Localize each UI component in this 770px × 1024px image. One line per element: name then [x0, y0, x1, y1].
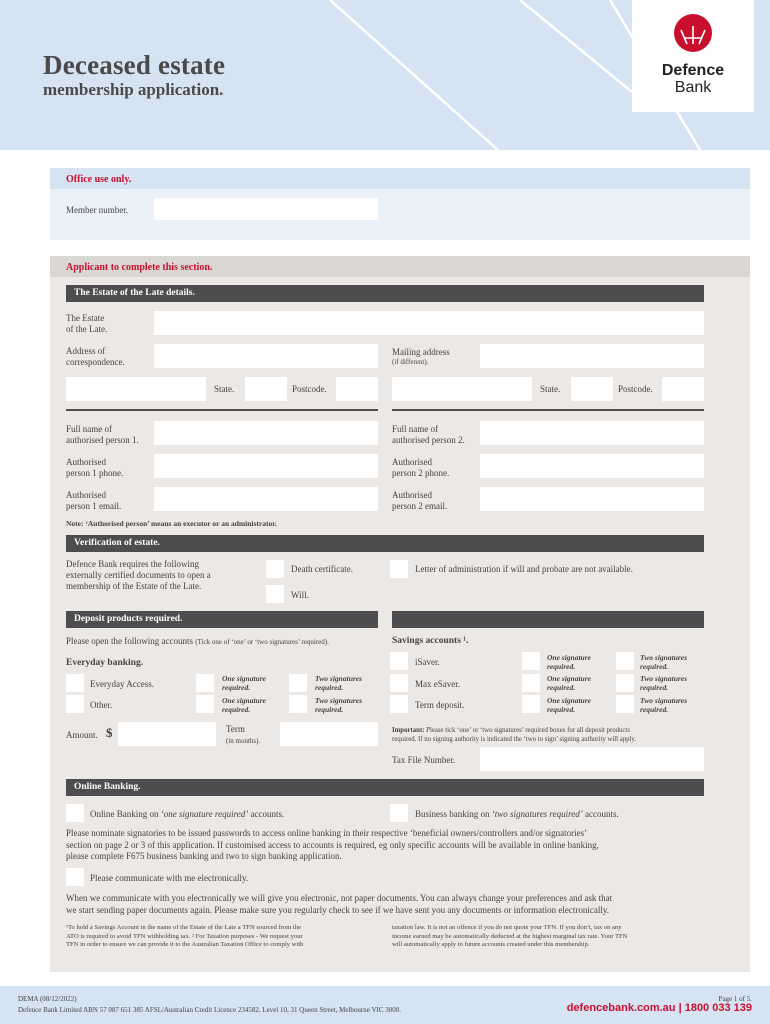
email-1-label-line1: Authorised	[66, 490, 106, 500]
term-field[interactable]	[280, 722, 378, 746]
savings-accounts-heading: Savings accounts ¹.	[392, 636, 469, 646]
tfn-field[interactable]	[480, 747, 704, 771]
communicate-electronically-label: Please communicate with me electronically.	[90, 873, 249, 883]
page-title: Deceased estate	[43, 50, 226, 80]
tfn-label: Tax File Number.	[392, 755, 456, 765]
everyday-access-two-sig-label: Two signatures required.	[315, 674, 363, 692]
full-name-1-field[interactable]	[154, 421, 378, 445]
other-checkbox[interactable]	[66, 695, 84, 713]
phone-2-label-line2: person 2 phone.	[392, 468, 450, 478]
divider-right	[392, 409, 704, 411]
email-2-field[interactable]	[480, 487, 704, 511]
state-label-left: State.	[214, 384, 235, 394]
form-code: DEMA (08/12/2022)	[18, 995, 77, 1003]
mailing-address-field[interactable]	[480, 344, 704, 368]
full-name-1-label-line1: Full name of	[66, 424, 112, 434]
max-esaver-label: Max eSaver.	[415, 679, 460, 689]
mailing-address-label: Mailing address	[392, 347, 450, 357]
business-banking-checkbox[interactable]	[390, 804, 408, 822]
state-field-left[interactable]	[245, 377, 287, 401]
max-esaver-one-sig-checkbox[interactable]	[522, 674, 540, 692]
business-banking-label: Business banking on ‘two signatures required’ accounts.	[415, 809, 619, 819]
deposit-section-heading: Deposit products required.	[66, 611, 378, 628]
postcode-label-right: Postcode.	[618, 384, 653, 394]
online-banking-one-sig-checkbox[interactable]	[66, 804, 84, 822]
phone-1-label-line1: Authorised	[66, 457, 106, 467]
max-esaver-two-sig-label: Two signatures required.	[640, 674, 688, 692]
office-use-bar	[50, 168, 750, 189]
everyday-access-one-sig-label: One signature required.	[222, 674, 266, 692]
letter-administration-label: Letter of administration if will and probate are not available.	[415, 564, 633, 574]
max-esaver-two-sig-checkbox[interactable]	[616, 674, 634, 692]
address-label-line1: Address of	[66, 346, 106, 356]
postcode-field-left[interactable]	[336, 377, 378, 401]
phone-2-field[interactable]	[480, 454, 704, 478]
company-details: Defence Bank Limited ABN 57 087 651 385 AFSL/Australian Credit Licence 234582. Level 10, 31 Queen Street, Melbourne VIC 3000.	[18, 1006, 402, 1014]
term-deposit-checkbox[interactable]	[390, 695, 408, 713]
logo-text-bank: Bank	[674, 79, 712, 96]
mailing-suburb-field[interactable]	[392, 377, 532, 401]
member-number-field[interactable]	[154, 198, 378, 220]
full-name-2-label-line2: authorised person 2.	[392, 435, 465, 445]
everyday-access-label: Everyday Access.	[90, 679, 154, 689]
email-1-label-line2: person 1 email.	[66, 501, 122, 511]
verification-section-heading: Verification of estate.	[66, 535, 704, 552]
office-use-heading: Office use only.	[66, 174, 132, 185]
isaver-two-sig-checkbox[interactable]	[616, 652, 634, 670]
address-label-line2: correspondence.	[66, 357, 125, 367]
contact-link[interactable]: defencebank.com.au | 1800 033 139	[566, 1002, 752, 1014]
member-number-label: Member number.	[66, 205, 128, 215]
amount-field[interactable]	[118, 722, 216, 746]
term-note: (in months).	[226, 737, 261, 745]
dollar-sign: $	[106, 725, 113, 740]
logo-text-defence: Defence	[661, 62, 725, 79]
applicant-heading: Applicant to complete this section.	[66, 262, 213, 273]
isaver-label: iSaver.	[415, 657, 440, 667]
email-1-field[interactable]	[154, 487, 378, 511]
estate-name-field[interactable]	[154, 311, 704, 335]
correspondence-suburb-field[interactable]	[66, 377, 206, 401]
other-one-sig-checkbox[interactable]	[196, 695, 214, 713]
term-deposit-label: Term deposit.	[415, 700, 465, 710]
term-label: Term	[226, 724, 245, 734]
death-certificate-checkbox[interactable]	[266, 560, 284, 578]
max-esaver-one-sig-label: One signature required.	[547, 674, 591, 692]
online-banking-one-sig-label: Online Banking on ‘one signature required’ accounts.	[90, 809, 285, 819]
deposit-section-bar-right	[392, 611, 704, 628]
verification-intro-line2: externally certified documents to open a	[66, 570, 211, 580]
everyday-access-one-sig-checkbox[interactable]	[196, 674, 214, 692]
term-deposit-one-sig-checkbox[interactable]	[522, 695, 540, 713]
estate-label-line1: The Estate	[66, 313, 105, 323]
other-one-sig-label: One signature required.	[222, 696, 266, 714]
page-number: Page 1 of 5.	[718, 995, 752, 1003]
amount-label: Amount.	[66, 730, 98, 740]
estate-section-heading: The Estate of the Late details.	[66, 285, 704, 302]
mailing-address-note: (if different).	[392, 358, 429, 366]
isaver-one-sig-label: One signature required.	[547, 653, 591, 671]
term-deposit-two-sig-checkbox[interactable]	[616, 695, 634, 713]
isaver-one-sig-checkbox[interactable]	[522, 652, 540, 670]
isaver-two-sig-label: Two signatures required.	[640, 653, 688, 671]
other-label: Other.	[90, 700, 113, 710]
online-banking-section-heading: Online Banking.	[66, 779, 704, 796]
email-2-label-line2: person 2 email.	[392, 501, 448, 511]
estate-label-line2: of the Late.	[66, 324, 108, 334]
phone-1-label-line2: person 1 phone.	[66, 468, 124, 478]
full-name-2-field[interactable]	[480, 421, 704, 445]
correspondence-address-field[interactable]	[154, 344, 378, 368]
state-field-right[interactable]	[571, 377, 613, 401]
email-2-label-line1: Authorised	[392, 490, 432, 500]
verification-intro-line1: Defence Bank requires the following	[66, 559, 199, 569]
term-deposit-two-sig-label: Two signatures required.	[640, 696, 688, 714]
important-note: Important: Please tick ‘one’ or ‘two signatures’ required boxes for all deposit products required. If no signing authority is indicated the ‘two to sign’ signing authority will apply.	[392, 727, 637, 743]
page-subtitle: membership application.	[43, 80, 224, 99]
will-checkbox[interactable]	[266, 585, 284, 603]
full-name-2-label-line1: Full name of	[392, 424, 438, 434]
footnote-right: taxation law. It is not an offence if you do not quote your TFN. If you don’t, tax on any income earned may be automatically deducted at the highest marginal tax rate. Your TFN will automatically apply to future accounts created under this membership.	[392, 924, 628, 949]
divider-left	[66, 409, 378, 411]
deposit-instruction: Please open the following accounts (Tick one of ‘one’ or ‘two signatures’ required).	[66, 636, 329, 646]
death-certificate-label: Death certificate.	[291, 564, 353, 574]
isaver-checkbox[interactable]	[390, 652, 408, 670]
state-label-right: State.	[540, 384, 561, 394]
verification-intro-line3: membership of the Estate of the Late.	[66, 581, 202, 591]
other-two-sig-label: Two signatures required.	[315, 696, 363, 714]
postcode-field-right[interactable]	[662, 377, 704, 401]
term-deposit-one-sig-label: One signature required.	[547, 696, 591, 714]
phone-2-label-line1: Authorised	[392, 457, 432, 467]
everyday-access-two-sig-checkbox[interactable]	[289, 674, 307, 692]
everyday-access-checkbox[interactable]	[66, 674, 84, 692]
other-two-sig-checkbox[interactable]	[289, 695, 307, 713]
everyday-banking-heading: Everyday banking.	[66, 658, 144, 668]
postcode-label-left: Postcode.	[292, 384, 327, 394]
phone-1-field[interactable]	[154, 454, 378, 478]
electronic-communication-text: When we communicate with you electronically we will give you electronic, not paper documents. You can always change your preferences and ask that we start sending paper documents again. Please make sure you regularly check to see if we have sent you any documents or information electronically.	[66, 893, 613, 915]
will-label: Will.	[291, 590, 309, 600]
max-esaver-checkbox[interactable]	[390, 674, 408, 692]
authorised-person-note: Note: ‘Authorised person’ means an executor or an administrator.	[66, 519, 277, 528]
letter-administration-checkbox[interactable]	[390, 560, 408, 578]
nominate-signatories-text: Please nominate signatories to be issued passwords to access online banking in their respective ‘beneficial owners/controllers and/or signatories’ section on page 2 or 3 of this application. If customised access to accounts is required, eg only specific accounts will be available in online banking, please complete F675 business banking and two to sign banking application.	[66, 828, 599, 861]
footnote-left: ¹To hold a Savings Account in the name of the Estate of the Late a TFN sourced from the ATO is required to avoid TFN withholding tax. ² For Taxation purposes - We request your TFN in order to ensure we can provide it to the Australian Taxation Office to comply with	[66, 924, 304, 949]
full-name-1-label-line2: authorised person 1.	[66, 435, 139, 445]
communicate-electronically-checkbox[interactable]	[66, 868, 84, 886]
